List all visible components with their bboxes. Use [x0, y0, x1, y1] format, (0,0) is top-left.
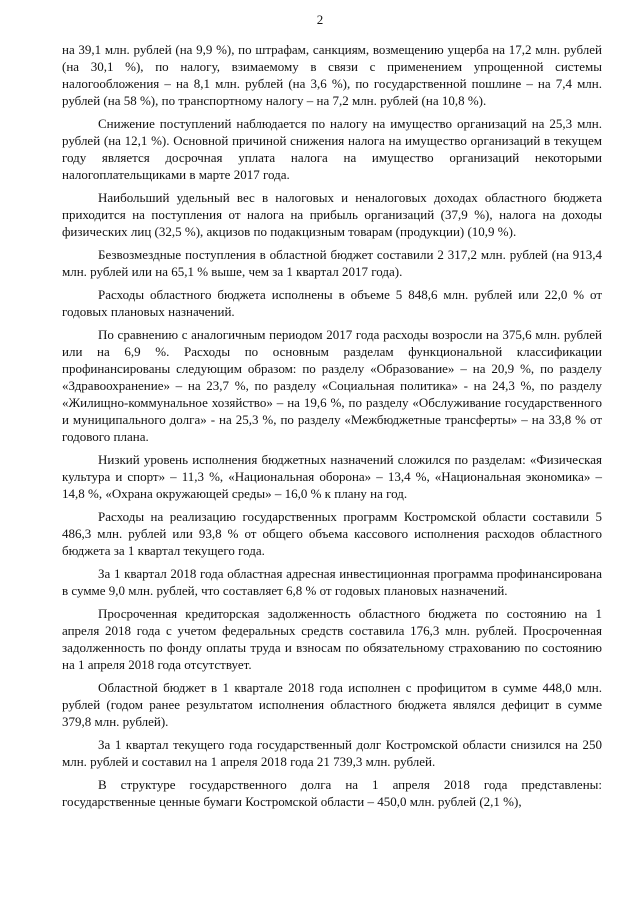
paragraph-5: Расходы областного бюджета исполнены в объеме 5 848,6 млн. рублей или 22,0 % от годовых плановых назначений. — [62, 287, 602, 319]
paragraph-6: По сравнению с аналогичным периодом 2017 года расходы возросли на 375,6 млн. рублей или на 6,9 %. Расходы по основным разделам функциональной классификации профинансированы следующим образом: по разделу «Образование» – на 20,9 %, по разделу «Здравоохранение» – на 23,7 %, по разделу «Социальная политика» - на 24,3 %, по разделу «Жилищно-коммунальное хозяйство» – на 19,6 %, по разделу «Обслуживание государственного и муниципального долга» - на 25,3 %, по разделу «Межбюджетные трансферты» – на 33,8 % от годового плана. — [62, 327, 602, 444]
paragraph-13: В структуре государственного долга на 1 апреля 2018 года представлены: государственные ценные бумаги Костромской области – 450,0 млн. рублей (2,1 %), — [62, 777, 602, 809]
paragraph-11: Областной бюджет в 1 квартале 2018 года исполнен с профицитом в сумме 448,0 млн. рублей (годом ранее результатом исполнения областного бюджета являлся дефицит в сумме 379,8 млн. рублей). — [62, 680, 602, 729]
paragraph-4: Безвозмездные поступления в областной бюджет составили 2 317,2 млн. рублей (на 913,4 млн. рублей или на 65,1 % выше, чем за 1 квартал 2017 года). — [62, 247, 602, 279]
paragraph-3: Наибольший удельный вес в налоговых и неналоговых доходах областного бюджета приходится на поступления от налога на прибыль организаций (37,9 %), налога на доходы физических лиц (32,5 %), акцизов по подакцизным товарам (продукции) (10,9 %). — [62, 190, 602, 239]
paragraph-1: на 39,1 млн. рублей (на 9,9 %), по штрафам, санкциям, возмещению ущерба на 17,2 млн. рублей (на 30,1 %), по налогу, взимаемому в связи с применением упрощенной системы налогообложения – на 8,1 млн. рублей (на 3,6 %), по государственной пошлине – на 7,4 млн. рублей (на 58 %), по транспортному налогу – на 7,2 млн. рублей (на 10,8 %). — [62, 42, 602, 108]
paragraph-2: Снижение поступлений наблюдается по налогу на имущество организаций на 25,3 млн. рублей (на 12,1 %). Основной причиной снижения налога на имущество организаций в текущем году является досрочная уплата налога на имущество организаций некоторыми налогоплательщиками в марте 2017 года. — [62, 116, 602, 182]
paragraph-7: Низкий уровень исполнения бюджетных назначений сложился по разделам: «Физическая культура и спорт» – 11,3 %, «Национальная оборона» – 13,4 %, «Национальная экономика» – 14,8 %, «Охрана окружающей среды» – 16,0 % к плану на год. — [62, 452, 602, 501]
paragraph-10: Просроченная кредиторская задолженность областного бюджета по состоянию на 1 апреля 2018 года с учетом федеральных средств составила 176,3 млн. рублей. Просроченная задолженность по фонду оплаты труда и взносам по обязательному страхованию по состоянию на 1 апреля 2018 года отсутствует. — [62, 606, 602, 672]
paragraph-9: За 1 квартал 2018 года областная адресная инвестиционная программа профинансирована в сумме 9,0 млн. рублей, что составляет 6,8 % от годовых плановых назначений. — [62, 566, 602, 598]
paragraph-8: Расходы на реализацию государственных программ Костромской области составили 5 486,3 млн. рублей или 93,8 % от общего объема кассового исполнения расходов областного бюджета за 1 квартал текущего года. — [62, 509, 602, 558]
paragraph-12: За 1 квартал текущего года государственный долг Костромской области снизился на 250 млн. рублей и составил на 1 апреля 2018 года 21 739,3 млн. рублей. — [62, 737, 602, 769]
page-number: 2 — [316, 12, 324, 27]
document-body — [62, 41, 602, 816]
